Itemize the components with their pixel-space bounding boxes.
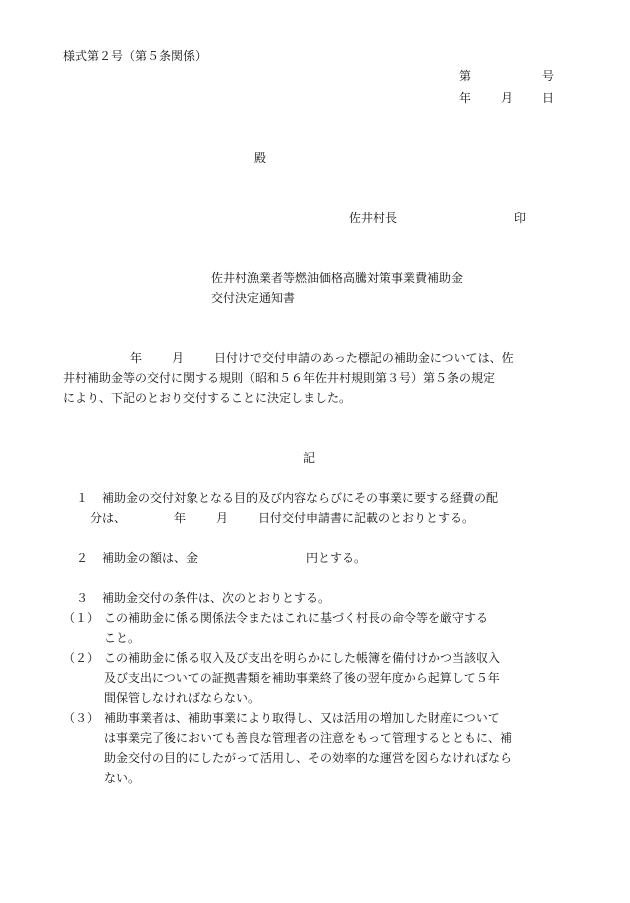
body-year: 年: [130, 351, 143, 365]
item-2: [76, 550, 366, 566]
doc-number-dai: 第: [459, 69, 472, 83]
condition-2-line-1: この補助金に係る収入及び支出を明らかにした帳簿を備付けかつ当該収入: [104, 651, 501, 665]
body-text-1: 日付けで交付申請のあった標記の補助金については、佐: [214, 351, 514, 365]
condition-1-number: （１）: [63, 611, 100, 625]
item-2-number: ２: [76, 551, 89, 565]
condition-1-line-1: この補助金に係る関係法令またはこれに基づく村長の命令等を厳守する: [104, 611, 489, 625]
condition-3-line-1: 補助事業者は、補助事業により取得し、又は活用の増加した財産について: [104, 711, 500, 725]
item-3-heading: [76, 590, 330, 606]
condition-3-line-2: は事業完了後においても善良な管理者の注意をもって管理するとともに、補: [104, 731, 513, 745]
title-line-2: 交付決定通知書: [211, 291, 296, 305]
body-line-1: [130, 350, 514, 366]
date-year: 年: [459, 91, 472, 105]
body-line-2: 井村補助金等の交付に関する規則（昭和５６年佐井村規則第３号）第５条の規定: [63, 371, 496, 385]
item-3-number: ３: [76, 591, 89, 605]
item-1-text-2a: 分は、: [90, 511, 127, 525]
item-1-text-2b: 日付交付申請書に記載のとおりとする。: [258, 511, 475, 525]
condition-3-line-3: 助金交付の目的にしたがって活用し、その効率的な運営を図らなければなら: [104, 751, 513, 765]
issuer-name: 佐井村長: [349, 211, 398, 225]
ki-heading: 記: [303, 451, 316, 465]
item-2-text-a: 補助金の額は、金: [102, 551, 199, 565]
condition-2-line-3: 間保管しなければならない。: [104, 691, 261, 705]
item-1-line-1: [76, 490, 498, 506]
body-line-3: により、下記のとおり交付することに決定しました。: [63, 391, 352, 405]
condition-1-line-2: こと。: [104, 631, 141, 645]
item-1-text-1: 補助金の交付対象となる目的及び内容ならびにその事業に要する経費の配: [102, 491, 499, 505]
condition-3-line-4: ない。: [104, 771, 141, 785]
date-day: 日: [542, 91, 555, 105]
item-2-text-b: 円とする。: [306, 551, 367, 565]
addressee: 殿: [254, 151, 267, 165]
doc-number-go: 号: [542, 69, 555, 83]
seal-mark: 印: [514, 211, 527, 225]
item-3-text: 補助金交付の条件は、次のとおりとする。: [102, 591, 331, 605]
condition-2-number: （２）: [63, 651, 100, 665]
condition-3-number: （３）: [63, 711, 100, 725]
date-month: 月: [501, 91, 514, 105]
form-number: 様式第２号（第５条関係）: [63, 49, 208, 63]
title-line-1: 佐井村漁業者等燃油価格高騰対策事業費補助金: [211, 271, 464, 285]
item-1-number: １: [76, 491, 89, 505]
condition-2-line-2: 及び支出についての証拠書類を補助事業終了後の翌年度から起算して５年: [104, 671, 500, 685]
item-1-month: 月: [216, 511, 229, 525]
item-1-line-2: [90, 510, 474, 526]
item-1-year: 年: [174, 511, 187, 525]
body-month: 月: [172, 351, 185, 365]
